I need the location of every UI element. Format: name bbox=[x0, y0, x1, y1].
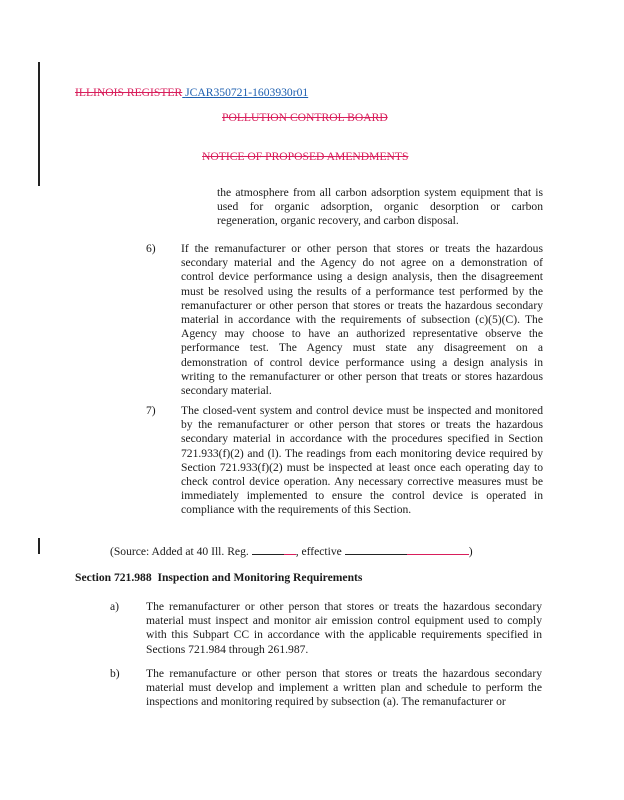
source-mid: , effective bbox=[295, 545, 342, 558]
source-prefix: (Source: Added at 40 Ill. Reg. bbox=[110, 545, 249, 558]
item-number-6: 6) bbox=[146, 242, 156, 255]
item-text-b: The remanufacture or other person that stores or treats the hazardous secondary material must develop and implement a written plan and schedule to perform the inspections and monitoring required by subsection (a). The remanufacturer or bbox=[146, 667, 542, 709]
source-line bbox=[110, 543, 473, 559]
register-header bbox=[75, 86, 308, 100]
item-number-7: 7) bbox=[146, 404, 156, 417]
item-text-6: If the remanufacturer or other person that stores or treats the hazardous secondary material and the Agency do not agree on a demonstration of control device performance using a design analysis, then the disagreement must be resolved using the results of a performance test performed by the remanufacturer or other person that stores or treats the hazardous secondary material in accordance with the requirements of subsection (c)(5)(C). The Agency may choose to have an authorized representative observe the performance test. The Agency must state any disagreement on a demonstration of control device performance using a design analysis in writing to the remanufacturer or other person that treats or stores hazardous secondary material. bbox=[181, 242, 543, 398]
continuation-paragraph: the atmosphere from all carbon adsorption system equipment that is used for organic adsorption, organic desorption or carbon regeneration, organic recovery, and carbon disposal. bbox=[217, 186, 543, 228]
section-heading: Section 721.988 Inspection and Monitoring Requirements bbox=[75, 571, 363, 584]
item-text-a: The remanufacturer or other person that stores or treats the hazardous secondary material must inspect and monitor air emission control equipment used to comply with this Subpart CC in accordance with the applicable requirements specified in Sections 721.984 through 261.987. bbox=[146, 600, 542, 656]
item-text-7: The closed-vent system and control device must be inspected and monitored by the remanufacturer or other person that stores or treats the hazardous secondary material in accordance with the procedures specified in Section 721.933(f)(2) and (l). The readings from each monitoring device required by Section 721.933(f)(2) must be inspected at least once each operating day to check control device operation. Any necessary corrective measures must be immediately implemented to ensure the control device is operated in compliance with the requirements of this Section. bbox=[181, 404, 543, 517]
reg-blank[interactable] bbox=[252, 543, 284, 555]
board-name: POLLUTION CONTROL BOARD bbox=[222, 111, 388, 124]
change-bar-top bbox=[38, 62, 40, 186]
register-label: ILLINOIS REGISTER bbox=[75, 86, 183, 99]
jcar-code: JCAR350721-1603930r01 bbox=[185, 86, 309, 99]
item-number-b: b) bbox=[110, 667, 120, 680]
notice-title: NOTICE OF PROPOSED AMENDMENTS bbox=[202, 150, 409, 163]
source-suffix: ) bbox=[468, 545, 473, 558]
change-bar-source bbox=[38, 538, 40, 554]
item-number-a: a) bbox=[110, 600, 120, 613]
effective-date-blank[interactable] bbox=[345, 543, 407, 555]
